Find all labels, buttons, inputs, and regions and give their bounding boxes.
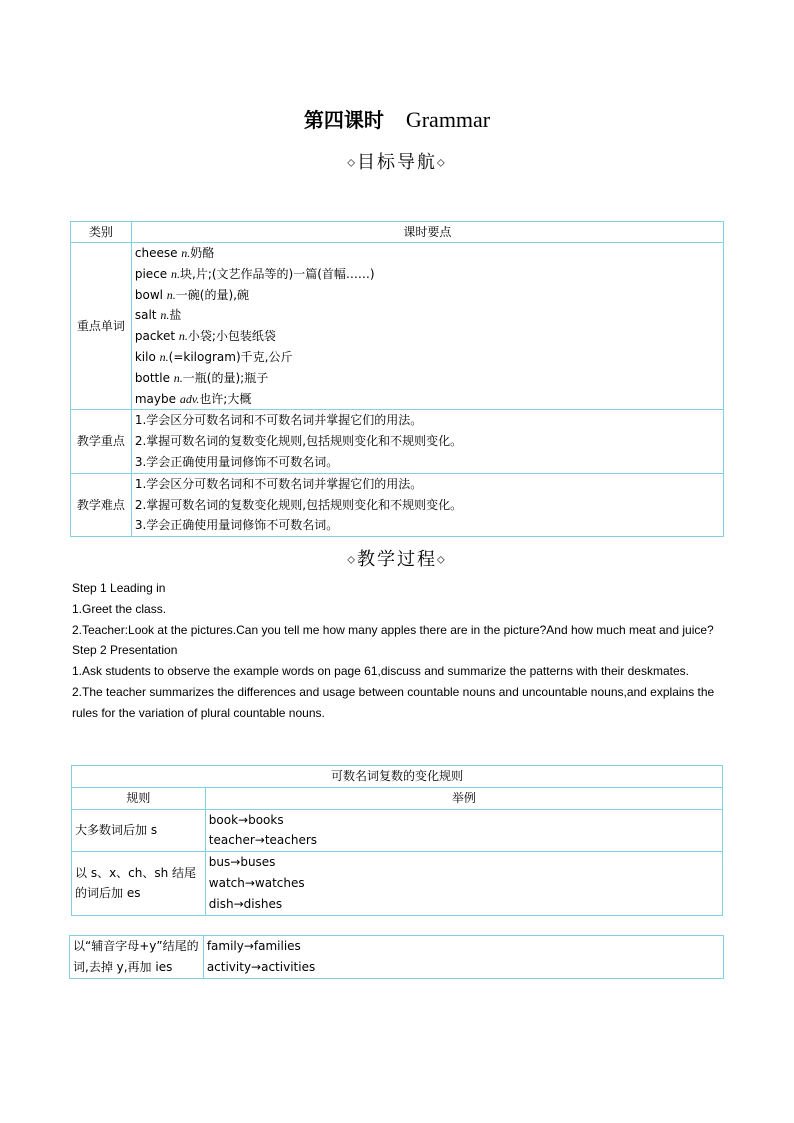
rule-text: 以“辅音字母+y”结尾的词,去掉 y,再加 ies xyxy=(70,936,204,979)
vocab-part-of-speech: n. xyxy=(160,308,170,323)
vocab-word: packet xyxy=(134,329,176,344)
diamond-icon: ◇ xyxy=(347,157,357,169)
vocab-item xyxy=(135,326,720,347)
vocab-item xyxy=(135,243,720,264)
plural-rule-row xyxy=(72,809,723,852)
rule-examples xyxy=(203,936,723,979)
vocab-item xyxy=(135,305,720,326)
diamond-icon: ◇ xyxy=(347,554,357,566)
vocab-part-of-speech: n. xyxy=(171,266,181,281)
plural-rules-table xyxy=(71,765,723,916)
key-point-item: 2.掌握可数名词的复数变化规则,包括规则变化和不规则变化。 xyxy=(134,434,463,449)
key-points-row xyxy=(71,410,724,473)
vocab-part-of-speech: n. xyxy=(178,329,188,344)
title-chinese: 第四课时 xyxy=(303,108,384,132)
vocab-meaning: (=kilogram)千克,公斤 xyxy=(168,349,293,364)
plural-table-header xyxy=(72,787,723,809)
key-point-item: 1.学会区分可数名词和不可数名词并掌握它们的用法。 xyxy=(134,413,423,428)
vocab-meaning: 小袋;小包装纸袋 xyxy=(187,329,276,344)
vocab-meaning: 块,片;(文艺作品等的)一篇(首幅……) xyxy=(180,266,375,281)
key-points-list xyxy=(131,410,723,473)
vocab-part-of-speech: n. xyxy=(166,287,176,302)
header-rule: 规则 xyxy=(72,787,206,809)
diamond-icon: ◇ xyxy=(437,157,447,169)
plural-rule-row xyxy=(70,936,724,979)
plural-table-title: 可数名词复数的变化规则 xyxy=(72,766,723,788)
plural-rule-row xyxy=(72,852,723,915)
rule-text: 以 s、x、ch、sh 结尾的词后加 es xyxy=(72,852,206,915)
example-item: family→families xyxy=(206,939,301,953)
vocab-list xyxy=(131,243,723,410)
key-point-item: 3.学会正确使用量词修饰不可数名词。 xyxy=(134,454,339,469)
section-process-label: 教学过程 xyxy=(357,549,437,570)
header-points: 课时要点 xyxy=(131,222,723,243)
difficult-point-item: 3.学会正确使用量词修饰不可数名词。 xyxy=(134,518,339,533)
difficult-points-list xyxy=(131,473,723,536)
vocab-row xyxy=(71,243,724,410)
page-title xyxy=(0,104,794,133)
process-line: Step 2 Presentation xyxy=(72,643,178,658)
diamond-icon: ◇ xyxy=(437,554,447,566)
process-line: 1.Ask students to observe the example words on page 61,discuss and summarize the patterns with their deskmates. xyxy=(72,664,689,679)
vocab-meaning: 一瓶(的量);瓶子 xyxy=(182,370,269,385)
header-category: 类别 xyxy=(71,222,132,243)
goals-table-header xyxy=(71,222,724,243)
example-item: dish→dishes xyxy=(208,896,283,911)
example-item: activity→activities xyxy=(206,959,316,974)
header-example: 举例 xyxy=(205,787,722,809)
process-line: 2.Teacher:Look at the pictures.Can you tell me how many apples there are in the picture?And how much meat and juice? xyxy=(72,622,714,637)
vocab-part-of-speech: adv. xyxy=(179,391,200,406)
difficult-point-item: 2.掌握可数名词的复数变化规则,包括规则变化和不规则变化。 xyxy=(134,497,463,512)
difficult-points-row xyxy=(71,473,724,536)
vocab-part-of-speech: n. xyxy=(181,246,191,260)
process-line: 2.The teacher summarizes the differences and usage between countable nouns and uncountable nouns,and explains the rules for the variation of plural countable nouns. xyxy=(72,684,715,720)
vocab-meaning: 奶酪 xyxy=(190,246,215,260)
plural-rules-table-continued xyxy=(69,935,724,979)
vocab-word: cheese xyxy=(134,246,178,260)
vocab-item xyxy=(135,347,720,368)
vocab-meaning: 盐 xyxy=(169,308,182,323)
vocab-word: piece xyxy=(134,266,168,281)
vocab-part-of-speech: n. xyxy=(173,370,183,385)
example-item: book→books xyxy=(208,812,284,827)
difficult-points-label: 教学难点 xyxy=(71,473,132,536)
goals-table xyxy=(70,221,724,537)
section-heading-goals xyxy=(0,148,794,174)
rule-examples xyxy=(205,809,722,852)
title-english: Grammar xyxy=(405,107,491,132)
vocab-part-of-speech: n. xyxy=(159,349,169,364)
vocab-word: kilo xyxy=(134,349,156,364)
section-goals-label: 目标导航 xyxy=(357,152,437,173)
vocab-word: bottle xyxy=(134,370,170,385)
rule-text: 大多数词后加 s xyxy=(72,809,206,852)
process-line: 1.Greet the class. xyxy=(72,601,167,616)
section-heading-process xyxy=(0,545,794,571)
vocab-label: 重点单词 xyxy=(71,243,132,410)
example-item: teacher→teachers xyxy=(208,833,318,848)
vocab-item xyxy=(135,285,720,306)
vocab-meaning: 一碗(的量),碗 xyxy=(175,287,249,302)
vocab-item xyxy=(135,368,720,389)
process-line: Step 1 Leading in xyxy=(72,581,166,595)
vocab-word: salt xyxy=(134,308,157,323)
example-item: bus→buses xyxy=(208,855,276,870)
vocab-item xyxy=(135,389,720,410)
plural-table-title-row xyxy=(72,766,723,788)
vocab-meaning: 也许;大概 xyxy=(199,391,252,406)
rule-examples xyxy=(205,852,722,915)
process-text xyxy=(72,578,724,724)
key-points-label: 教学重点 xyxy=(71,410,132,473)
vocab-item xyxy=(135,264,720,285)
difficult-point-item: 1.学会区分可数名词和不可数名词并掌握它们的用法。 xyxy=(134,476,423,491)
vocab-word: bowl xyxy=(134,287,163,302)
vocab-word: maybe xyxy=(134,391,177,406)
example-item: watch→watches xyxy=(208,875,305,890)
